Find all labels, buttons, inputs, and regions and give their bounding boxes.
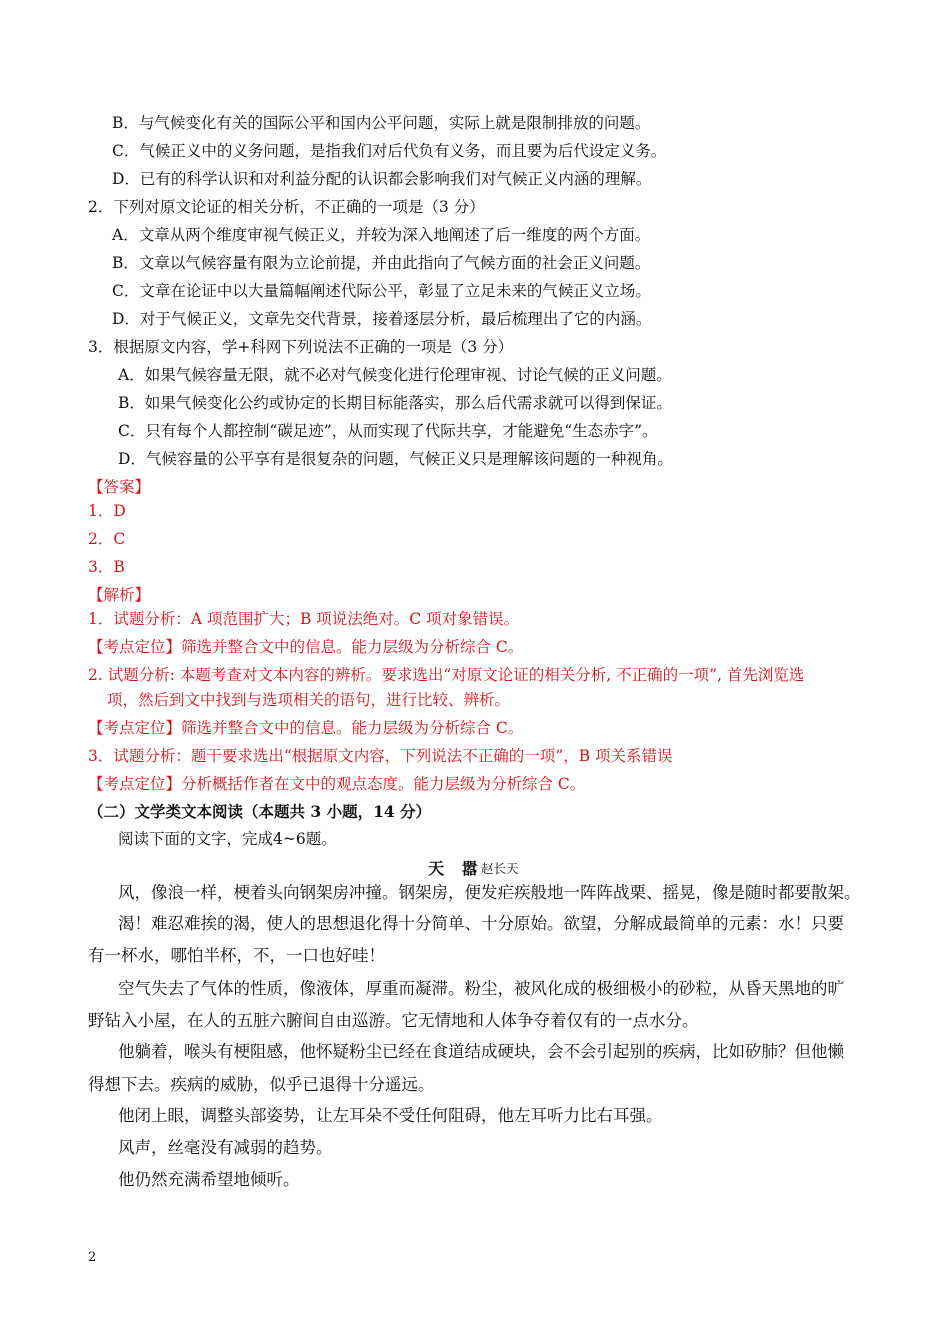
story-line: 渴！难忍难挨的渴，使人的思想退化得十分简单、十分原始。欲望，分解成最简单的元素：水！只要 [118, 914, 844, 933]
story-line: 有一杯水，哪怕半杯，不，一口也好哇！ [88, 946, 385, 965]
q2-option-a: A．文章从两个维度审视气候正义，并较为深入地阐述了后一维度的两个方面。 [112, 226, 651, 244]
analysis-line: 2. 试题分析: 本题考查对文本内容的辨析。要求选出“对原文论证的相关分析, 不正确的一项”, 首先浏览选 [88, 666, 805, 684]
analysis-line: 项，然后到文中找到与选项相关的语句，进行比较、辨析。 [107, 691, 511, 709]
analysis-line: 1．试题分析：A 项范围扩大；B 项说法绝对。C 项对象错误。 [88, 610, 520, 628]
q2-option-d: D．对于气候正义，文章先交代背景，接着逐层分析，最后梳理出了它的内涵。 [112, 310, 652, 328]
q2-option-b: B．文章以气候容量有限为立论前提，并由此指向了气候方面的社会正义问题。 [112, 254, 651, 272]
story-author: 赵长天 [481, 861, 519, 876]
q2-option-c: C．文章在论证中以大量篇幅阐述代际公平，彰显了立足未来的气候正义立场。 [112, 282, 651, 300]
section-instruction: 阅读下面的文字，完成4~6题。 [118, 830, 337, 848]
q3-stem: 3．根据原文内容，学+科网下列说法不正确的一项是（3 分） [88, 338, 514, 356]
q3-option-a: A．如果气候容量无限，就不必对气候变化进行伦理审视、讨论气候的正义问题。 [118, 366, 672, 384]
section-heading: （二）文学类文本阅读（本题共 3 小题，14 分） [88, 802, 432, 821]
story-line: 空气失去了气体的性质，像液体，厚重而凝滞。粉尘，被风化成的极细极小的砂粒，从昏天黑地的旷 [118, 979, 844, 998]
analysis-line: 【考点定位】分析概括作者在文中的观点态度。能力层级为分析综合 C。 [88, 775, 586, 793]
q3-option-d: D．气候容量的公平享有是很复杂的问题，气候正义只是理解该问题的一种视角。 [118, 450, 673, 468]
answer-item-2: 2．C [88, 530, 126, 548]
q1-option-c: C．气候正义中的义务问题，是指我们对后代负有义务，而且要为后代设定义务。 [112, 142, 667, 160]
story-line: 风声，丝毫没有减弱的趋势。 [118, 1138, 333, 1157]
q3-option-b: B．如果气候变化公约或协定的长期目标能落实，那么后代需求就可以得到保证。 [118, 394, 672, 412]
analysis-line: 【考点定位】筛选并整合文中的信息。能力层级为分析综合 C。 [88, 719, 524, 737]
analysis-line: 【考点定位】筛选并整合文中的信息。能力层级为分析综合 C。 [88, 638, 524, 656]
q1-option-d: D．已有的科学认识和对利益分配的认识都会影响我们对气候正义内涵的理解。 [112, 170, 652, 188]
q3-option-c: C．只有每个人都控制“碳足迹”，从而实现了代际共享，才能避免“生态赤字”。 [118, 422, 658, 440]
analysis-line: 3．试题分析：题干要求选出“根据原文内容，下列说法不正确的一项”，B 项关系错误 [88, 747, 673, 765]
analysis-header: 【解析】 [88, 586, 151, 604]
story-line: 他躺着，喉头有梗阻感，他怀疑粉尘已经在食道结成硬块，会不会引起别的疾病，比如矽肺？但他懒 [118, 1042, 844, 1061]
answer-item-3: 3．B [88, 558, 125, 576]
story-title: 天 嚣 [428, 859, 484, 878]
story-line: 得想下去。疾病的威胁，似乎已退得十分遥远。 [88, 1075, 435, 1094]
story-line: 风，像浪一样，梗着头向钢架房冲撞。钢架房，便发疟疾般地一阵阵战栗、摇晃，像是随时都要散架。 [118, 883, 861, 902]
q2-stem: 2．下列对原文论证的相关分析，不正确的一项是（3 分） [88, 198, 485, 216]
story-line: 野钻入小屋，在人的五脏六腑间自由巡游。它无情地和人体争夺着仅有的一点水分。 [88, 1011, 699, 1030]
answer-header: 【答案】 [88, 478, 151, 496]
answer-item-1: 1．D [88, 502, 126, 520]
q1-option-b: B．与气候变化有关的国际公平和国内公平问题，实际上就是限制排放的问题。 [112, 114, 651, 132]
page-number: 2 [88, 1250, 97, 1265]
story-line: 他闭上眼，调整头部姿势，让左耳朵不受任何阻碍，他左耳听力比右耳强。 [118, 1106, 663, 1125]
story-line: 他仍然充满希望地倾听。 [118, 1170, 300, 1189]
